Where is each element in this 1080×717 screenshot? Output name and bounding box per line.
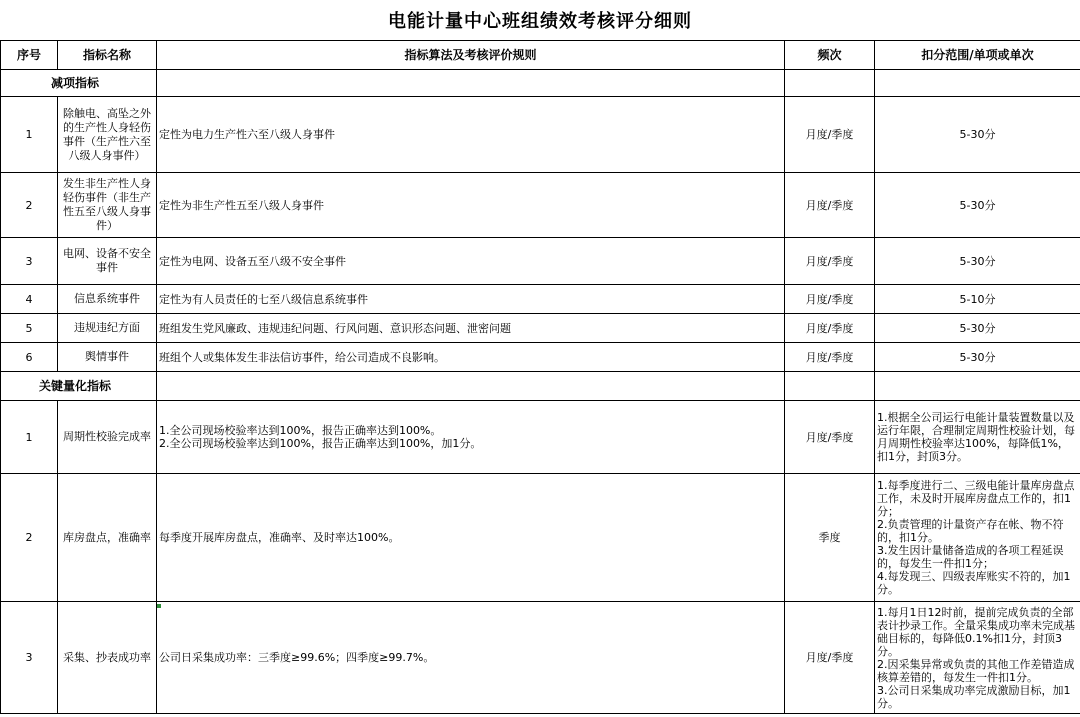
row-range: 1.每季度进行二、三级电能计量库房盘点工作，未及时开展库房盘点工作的，扣1分； 2.负责管理的计量资产存在帐、物不符的，扣1分。 3.发生因计量储备造成的各项工程延误的，每发生一件扣1分； 4.每发现三、四级表库账实不符的，加1分。 bbox=[875, 474, 1080, 602]
row-rule: 公司日采集成功率：三季度≥99.6%；四季度≥99.7%。 bbox=[157, 602, 785, 714]
cell-comment-marker bbox=[157, 604, 161, 608]
row-range: 5-30分 bbox=[875, 173, 1080, 238]
row-no: 6 bbox=[1, 343, 58, 372]
row-range: 5-30分 bbox=[875, 97, 1080, 173]
row-no: 5 bbox=[1, 314, 58, 343]
row-no: 1 bbox=[1, 97, 58, 173]
row-rule: 1.全公司现场校验率达到100%，报告正确率达到100%。 2.全公司现场校验率达到100%，报告正确率达到100%，加1分。 bbox=[157, 401, 785, 474]
table-row bbox=[1, 285, 1080, 314]
row-rule: 定性为电网、设备五至八级不安全事件 bbox=[157, 238, 785, 285]
row-no: 4 bbox=[1, 285, 58, 314]
table-row bbox=[1, 97, 1080, 173]
row-name: 周期性校验完成率 bbox=[58, 401, 157, 474]
row-no: 2 bbox=[1, 474, 58, 602]
row-range: 5-30分 bbox=[875, 314, 1080, 343]
row-range: 1.每月1日12时前，提前完成负责的全部表计抄录工作。全量采集成功率未完成基础目标的，每降低0.1%扣1分，封顶3分。 2.因采集异常或负责的其他工作差错造成核算差错的，每发生一件扣1分。 3.公司日采集成功率完成激励目标，加1分。 bbox=[875, 602, 1080, 714]
row-freq: 季度 bbox=[785, 474, 875, 602]
row-rule: 每季度开展库房盘点，准确率、及时率达100%。 bbox=[157, 474, 785, 602]
table-row bbox=[1, 314, 1080, 343]
row-range: 5-30分 bbox=[875, 343, 1080, 372]
row-no: 2 bbox=[1, 173, 58, 238]
scoring-table bbox=[0, 40, 1080, 714]
table-row bbox=[1, 602, 1080, 714]
row-freq: 月度/季度 bbox=[785, 238, 875, 285]
table-row bbox=[1, 401, 1080, 474]
row-range: 1.根据全公司运行电能计量装置数量以及运行年限，合理制定周期性校验计划，每月周期性校验率达100%，每降低1%，扣1分，封顶3分。 bbox=[875, 401, 1080, 474]
row-freq: 月度/季度 bbox=[785, 173, 875, 238]
row-rule: 定性为非生产性五至八级人身事件 bbox=[157, 173, 785, 238]
row-range: 5-30分 bbox=[875, 238, 1080, 285]
row-no: 1 bbox=[1, 401, 58, 474]
row-name: 电网、设备不安全事件 bbox=[58, 238, 157, 285]
section-row bbox=[1, 372, 1080, 401]
header-rule: 指标算法及考核评价规则 bbox=[157, 41, 785, 70]
row-freq: 月度/季度 bbox=[785, 343, 875, 372]
row-rule: 班组发生党风廉政、违规违纪问题、行风问题、意识形态问题、泄密问题 bbox=[157, 314, 785, 343]
row-freq: 月度/季度 bbox=[785, 97, 875, 173]
row-no: 3 bbox=[1, 238, 58, 285]
row-name: 库房盘点，准确率 bbox=[58, 474, 157, 602]
header-name: 指标名称 bbox=[58, 41, 157, 70]
row-name: 采集、抄表成功率 bbox=[58, 602, 157, 714]
header-range: 扣分范围/单项或单次 bbox=[875, 41, 1080, 70]
row-no: 3 bbox=[1, 602, 58, 714]
table-row bbox=[1, 238, 1080, 285]
row-rule: 定性为有人员责任的七至八级信息系统事件 bbox=[157, 285, 785, 314]
header-row bbox=[1, 41, 1080, 70]
row-name: 信息系统事件 bbox=[58, 285, 157, 314]
table-row bbox=[1, 474, 1080, 602]
row-freq: 月度/季度 bbox=[785, 602, 875, 714]
header-freq: 频次 bbox=[785, 41, 875, 70]
row-name: 除触电、高坠之外的生产性人身轻伤事件（生产性六至八级人身事件） bbox=[58, 97, 157, 173]
row-freq: 月度/季度 bbox=[785, 285, 875, 314]
row-name: 发生非生产性人身轻伤事件（非生产性五至八级人身事件） bbox=[58, 173, 157, 238]
row-range: 5-10分 bbox=[875, 285, 1080, 314]
page-title: 电能计量中心班组绩效考核评分细则 bbox=[0, 0, 1080, 41]
row-name: 违规违纪方面 bbox=[58, 314, 157, 343]
row-freq: 月度/季度 bbox=[785, 401, 875, 474]
header-no: 序号 bbox=[1, 41, 58, 70]
row-freq: 月度/季度 bbox=[785, 314, 875, 343]
row-name: 舆情事件 bbox=[58, 343, 157, 372]
section-title: 减项指标 bbox=[1, 70, 157, 97]
table-row bbox=[1, 173, 1080, 238]
section-row bbox=[1, 70, 1080, 97]
row-rule: 定性为电力生产性六至八级人身事件 bbox=[157, 97, 785, 173]
section-title: 关键量化指标 bbox=[1, 372, 157, 401]
row-rule: 班组个人或集体发生非法信访事件，给公司造成不良影响。 bbox=[157, 343, 785, 372]
table-row bbox=[1, 343, 1080, 372]
